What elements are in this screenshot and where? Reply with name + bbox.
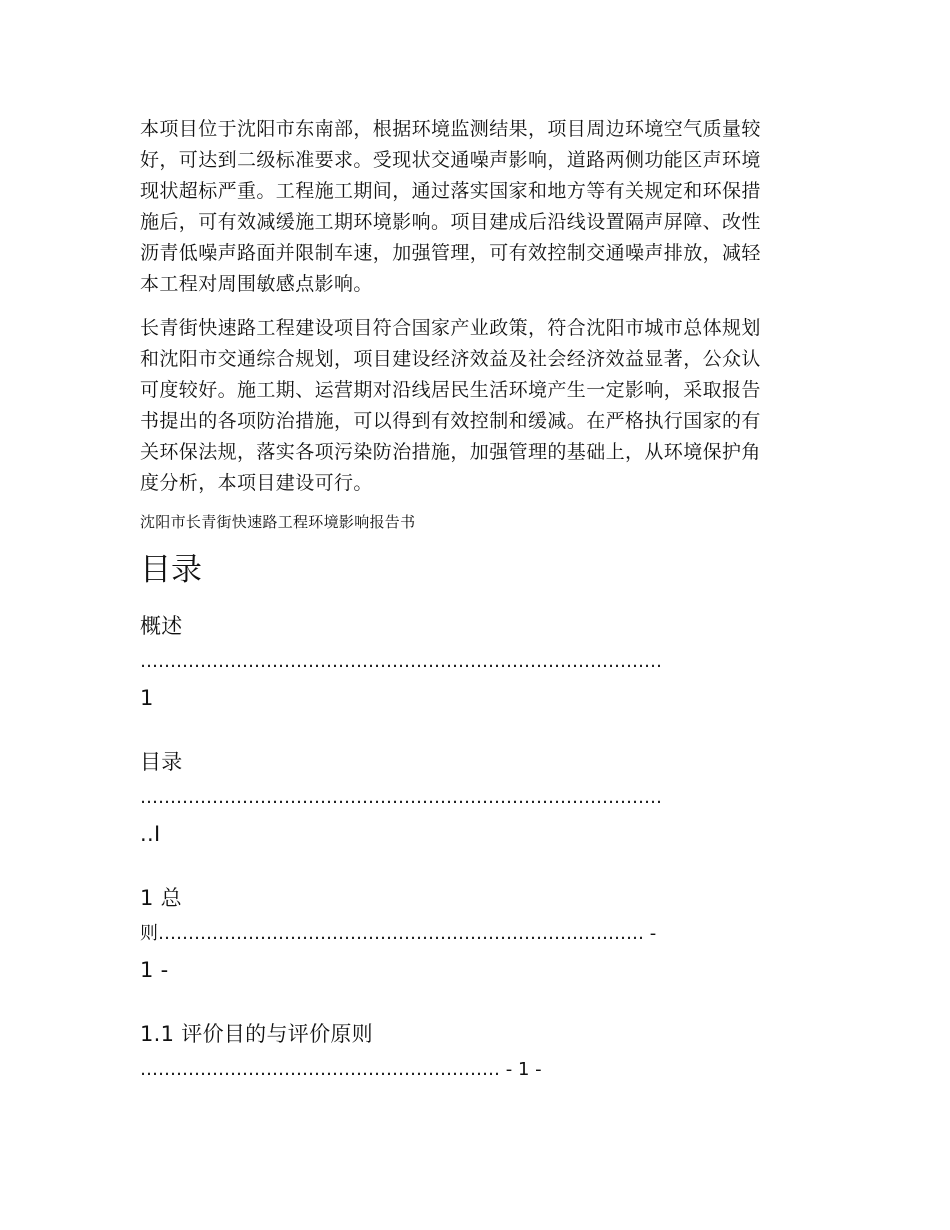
toc-entry-leader: 则……………………………………………………………………… - bbox=[140, 923, 657, 944]
toc-entry-page: 1 bbox=[140, 686, 154, 710]
toc-entry-contents[interactable] bbox=[140, 744, 812, 852]
toc-entry-label: 1.1 评价目的与评价原则 bbox=[140, 1022, 373, 1046]
toc-entry-general-principles[interactable] bbox=[140, 880, 812, 988]
toc-entry-leader: …………………………………………………… - 1 - bbox=[140, 1059, 542, 1080]
toc-entry-page: 1 - bbox=[140, 958, 169, 982]
toc-entry-leader: …………………………………………………………………………… bbox=[140, 787, 662, 808]
toc-entry-label: 1 总 bbox=[140, 886, 182, 910]
document-page bbox=[140, 114, 812, 1116]
paragraph-conclusion: 长青街快速路工程建设项目符合国家产业政策，符合沈阳市城市总体规划 和沈阳市交通综合规划，项目建设经济效益及社会经济效益显著，公众认 可度较好。施工期、运营期对沿线居民生活环境产生一定影响，采取报告 书提出的各项防治措施，可以得到有效控制和缓减。在严格执行国家的有 关环保法规，落实各项污染防治措施，加强管理的基础上，从环境保护角 度分析，本项目建设可行。 bbox=[140, 317, 761, 494]
toc-title: 目录 bbox=[140, 552, 202, 588]
toc-entry-label: 概述 bbox=[140, 614, 183, 638]
report-title-line: 沈阳市长青街快速路工程环境影响报告书 bbox=[140, 513, 416, 531]
toc-entry-page: ..I bbox=[140, 822, 161, 846]
paragraph-environment-status: 本项目位于沈阳市东南部，根据环境监测结果，项目周边环境空气质量较 好，可达到二级标准要求。受现状交通噪声影响，道路两侧功能区声环境 现状超标严重。工程施工期间，通过落实国家和地方等有关规定和环保措 施后，可有效减缓施工期环境影响。项目建成后沿线设置隔声屏障、改性 沥青低噪声路面并限制车速，加强管理，可有效控制交通噪声排放，减轻 本工程对周围敏感点影响。 bbox=[140, 118, 761, 295]
toc-entry-label: 目录 bbox=[140, 750, 183, 774]
toc-entry-leader: …………………………………………………………………………… bbox=[140, 651, 662, 672]
toc-entry-overview[interactable] bbox=[140, 608, 812, 716]
toc-entry-evaluation-purpose[interactable] bbox=[140, 1016, 812, 1088]
